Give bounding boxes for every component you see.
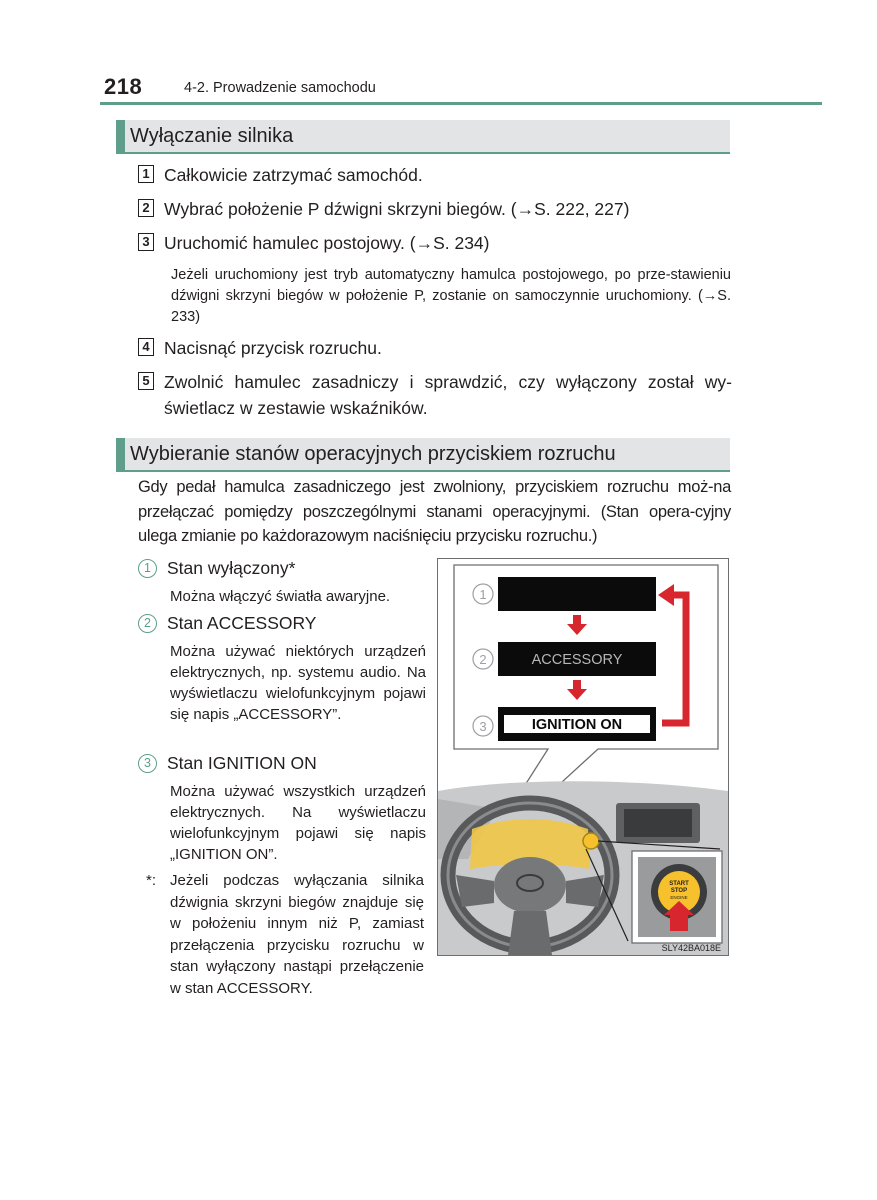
state-label: Stan IGNITION ON [167, 753, 317, 773]
step-number: 1 [138, 165, 154, 183]
step-text: Nacisnąć przycisk rozruchu. [164, 338, 382, 358]
state-description: Można włączyć światła awaryjne. [170, 588, 391, 605]
figure-label-2: 2 [479, 652, 487, 667]
figure-label-1: 1 [479, 587, 487, 602]
screen-inner [624, 809, 692, 837]
section-title: Wybieranie stanów operacyjnych przyciskiem rozruchu [130, 442, 616, 465]
steering-hub [494, 857, 566, 913]
parking-brake-note: Jeżeli uruchomiony jest tryb automatyczny hamulca postojowego, po prze-stawieniu dźwigni skrzyni biegów w położenie P, zostanie on samoczynnie uruchomiony. (→S. 233) [171, 267, 731, 325]
display-accessory-text: ACCESSORY [531, 652, 623, 668]
state-ignition-on [138, 753, 317, 774]
start-button-illustration [437, 558, 729, 956]
step-number: 5 [138, 372, 154, 390]
footnote-mark: *: [146, 872, 157, 889]
display-off [498, 577, 656, 611]
state-off [138, 558, 295, 579]
heading-underline [116, 470, 730, 472]
chapter-title: 4-2. Prowadzenie samochodu [184, 80, 376, 96]
step-text: Całkowicie zatrzymać samochód. [164, 165, 423, 185]
page-number: 218 [104, 74, 143, 99]
step-3 [138, 230, 732, 256]
state-label: Stan wyłączony* [167, 558, 296, 578]
start-button-location [583, 833, 599, 849]
button-text-stop: STOP [670, 888, 688, 894]
step-number: 4 [138, 338, 154, 356]
illustration-svg [438, 559, 728, 955]
circled-number: 1 [138, 559, 157, 578]
step-text: Zwolnić hamulec zasadniczy i sprawdzić, czy wyłączony został wy-świetlacz w zestawie wskaźników. [164, 372, 732, 418]
state-description: Można używać wszystkich urządzeń elektrycznych. Na wyświetlaczu wielofunkcyjnym pojawi się napis „IGNITION ON”. [170, 783, 426, 863]
step-text: Wybrać położenie P dźwigni skrzyni biegów. (→S. 222, 227) [164, 199, 630, 219]
intro-paragraph: Gdy pedał hamulca zasadniczego jest zwolniony, przyciskiem rozruchu moż-na przełączać pomiędzy poszczególnymi stanami operacyjnymi. (Stan opera-cyjny ulega zmianie po każdorazowym naciśnięciu przycisku rozruchu.) [138, 478, 731, 545]
state-description: Można używać niektórych urządzeń elektrycznych, np. systemu audio. Na wyświetlaczu wielofunkcyjnym pojawi się napis „ACCESSORY”. [170, 643, 426, 723]
header-rule [100, 102, 822, 105]
circled-number: 2 [138, 614, 157, 633]
footnote-text: Jeżeli podczas wyłączania silnika dźwignia skrzyni biegów znajduje się w położeniu innym niż P, zamiast przełączenia przycisku rozruchu w stan wyłączony nastąpi przełączenie w stan ACCESSORY. [170, 872, 424, 997]
section-title: Wyłączanie silnika [130, 124, 294, 147]
step-text: Uruchomić hamulec postojowy. (→S. 234) [164, 233, 490, 253]
button-text-engine: ENGINE [670, 895, 688, 900]
heading-underline [116, 152, 730, 154]
display-ignition-text: IGNITION ON [531, 717, 623, 733]
footnote [146, 870, 426, 999]
section-heading-operating-modes [116, 438, 730, 470]
step-4 [138, 335, 732, 361]
bottom-spoke [508, 911, 552, 955]
state-label: Stan ACCESSORY [167, 613, 317, 633]
figure-label-3: 3 [479, 719, 487, 734]
circled-number: 3 [138, 754, 157, 773]
step-number: 2 [138, 199, 154, 217]
step-1 [138, 162, 732, 188]
figure-code: SLY42BA018E [661, 943, 721, 953]
section-heading-engine-off [116, 120, 730, 152]
step-2 [138, 196, 732, 222]
button-text-start: START [669, 881, 689, 887]
state-accessory [138, 613, 316, 634]
step-number: 3 [138, 233, 154, 251]
step-5 [138, 369, 732, 421]
